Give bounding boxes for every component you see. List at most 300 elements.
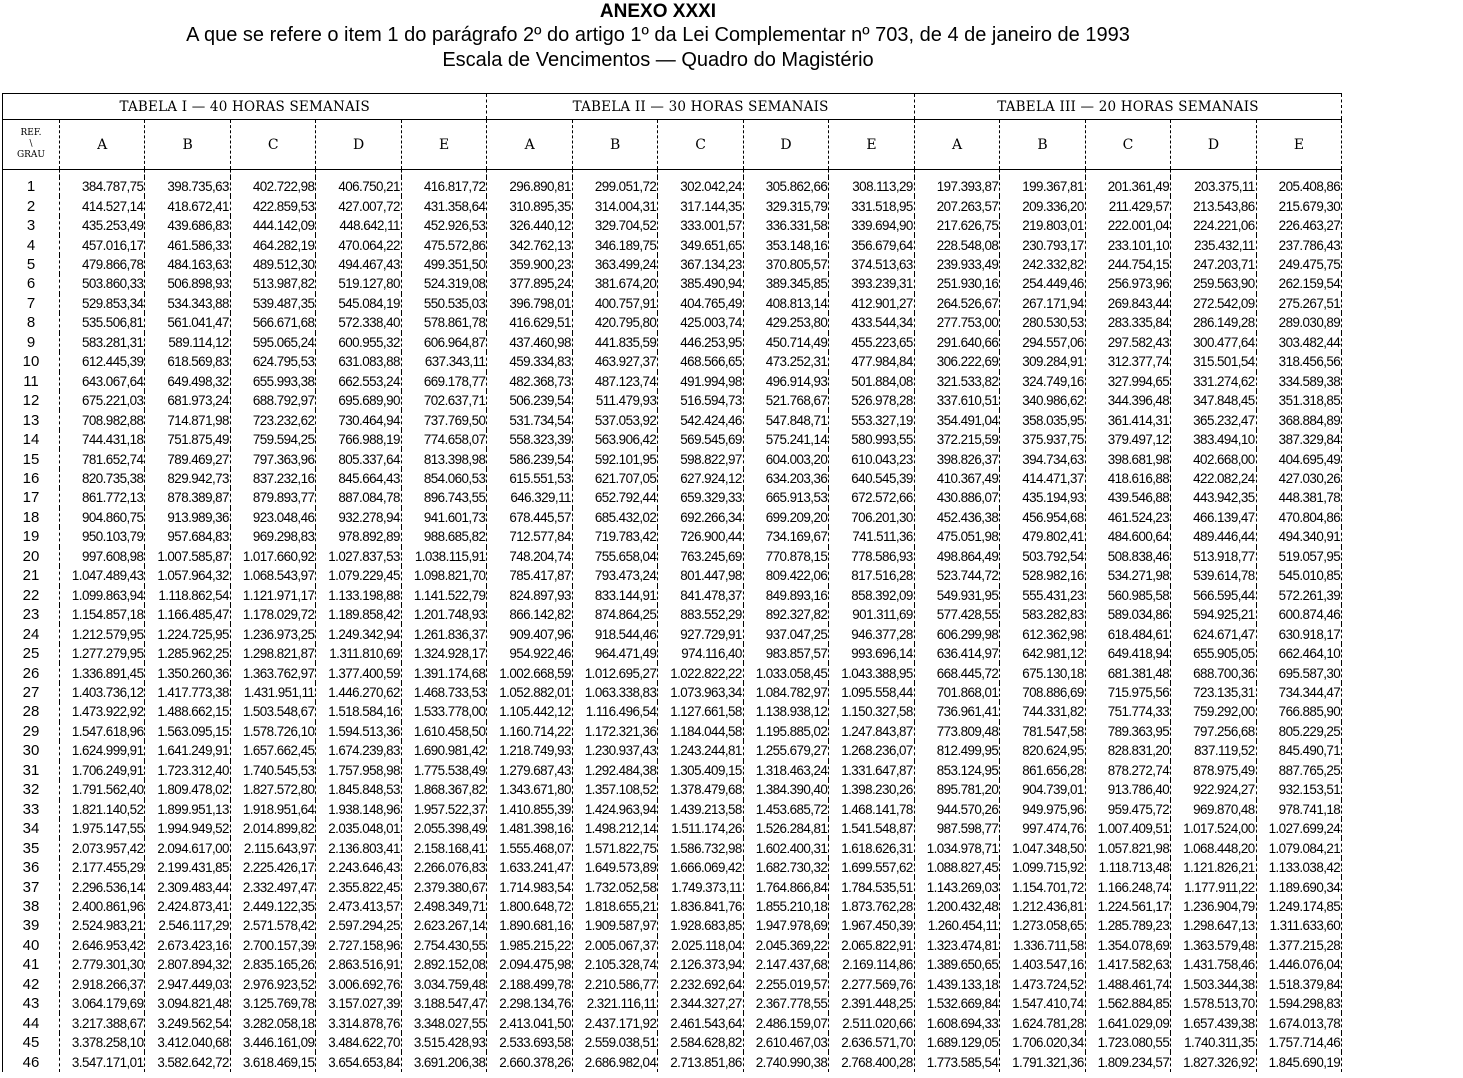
table-row <box>3 488 1342 507</box>
salary-cell: 1.827.326,92 <box>1171 1052 1256 1071</box>
salary-cell: 1.657.439,38 <box>1171 1013 1256 1032</box>
salary-cell: 2.094.617,00 <box>145 838 230 857</box>
salary-cell: 237.786,43 <box>1256 235 1342 254</box>
salary-cell: 1.578.513,70 <box>1171 994 1256 1013</box>
salary-cell: 1.279.687,43 <box>487 761 572 780</box>
salary-cell: 230.793,17 <box>1000 235 1085 254</box>
salary-cell: 264.526,67 <box>914 294 999 313</box>
salary-cell: 542.424,46 <box>658 410 743 429</box>
salary-cell: 672.572,66 <box>829 488 915 507</box>
salary-cell: 2.025.118,04 <box>658 936 743 955</box>
salary-cell: 499.351,50 <box>401 255 487 274</box>
ref-grau-cell: 11 <box>3 372 60 391</box>
column-header: D <box>1171 120 1256 170</box>
salary-cell: 239.933,49 <box>914 255 999 274</box>
ref-grau-cell: 34 <box>3 819 60 838</box>
salary-cell: 503.792,54 <box>1000 547 1085 566</box>
salary-cell: 2.277.569,76 <box>829 975 915 994</box>
salary-cell: 1.836.841,76 <box>658 897 743 916</box>
salary-cell: 773.809,48 <box>914 722 999 741</box>
salary-cell: 1.189.690,34 <box>1256 877 1342 896</box>
salary-cell: 1.732.052,58 <box>572 877 657 896</box>
salary-cell: 1.439.133,18 <box>914 975 999 994</box>
salary-cell: 736.961,41 <box>914 702 999 721</box>
salary-cell: 909.407,96 <box>487 624 572 643</box>
salary-cell: 1.547.618,96 <box>60 722 145 741</box>
salary-cell: 254.449,46 <box>1000 274 1085 293</box>
salary-cell: 636.414,97 <box>914 644 999 663</box>
salary-cell: 904.860,75 <box>60 508 145 527</box>
column-header: B <box>1000 120 1085 170</box>
salary-cell: 235.432,11 <box>1171 235 1256 254</box>
salary-cell: 1.473.922,92 <box>60 702 145 721</box>
salary-cell: 242.332,82 <box>1000 255 1085 274</box>
ref-grau-cell: 27 <box>3 683 60 702</box>
salary-cell: 655.993,38 <box>230 372 315 391</box>
salary-cell: 513.918,77 <box>1171 547 1256 566</box>
salary-cell: 489.446,44 <box>1171 527 1256 546</box>
salary-cell: 2.597.294,25 <box>316 916 401 935</box>
salary-cell: 461.586,33 <box>145 235 230 254</box>
salary-cell: 2.437.171,92 <box>572 1013 657 1032</box>
salary-cell: 217.626,75 <box>914 216 999 235</box>
salary-cell: 861.656,28 <box>1000 761 1085 780</box>
ref-grau-cell: 39 <box>3 916 60 935</box>
salary-cell: 494.467,43 <box>316 255 401 274</box>
salary-cell: 606.964,87 <box>401 333 487 352</box>
salary-cell: 595.065,24 <box>230 333 315 352</box>
salary-cell: 529.853,34 <box>60 294 145 313</box>
table-row <box>3 1052 1342 1071</box>
salary-cell: 1.336.711,58 <box>1000 936 1085 955</box>
salary-cell: 1.481.398,16 <box>487 819 572 838</box>
ref-grau-cell: 8 <box>3 313 60 332</box>
salary-cell: 329.704,52 <box>572 216 657 235</box>
salary-cell: 1.043.388,95 <box>829 663 915 682</box>
salary-cell: 400.757,91 <box>572 294 657 313</box>
salary-cell: 498.864,49 <box>914 547 999 566</box>
salary-cell: 2.045.369,22 <box>743 936 828 955</box>
salary-cell: 3.282.058,18 <box>230 1013 315 1032</box>
salary-cell: 2.740.990,38 <box>743 1052 828 1071</box>
ref-grau-cell: 13 <box>3 410 60 429</box>
salary-cell: 621.707,05 <box>572 469 657 488</box>
salary-cell: 643.067,64 <box>60 372 145 391</box>
salary-cell: 2.255.019,57 <box>743 975 828 994</box>
salary-cell: 555.431,23 <box>1000 586 1085 605</box>
salary-cell: 452.926,53 <box>401 216 487 235</box>
salary-cell: 523.744,72 <box>914 566 999 585</box>
salary-cell: 3.157.027,39 <box>316 994 401 1013</box>
salary-cell: 209.336,20 <box>1000 196 1085 215</box>
salary-cell: 1.541.548,87 <box>829 819 915 838</box>
ref-grau-cell: 38 <box>3 897 60 916</box>
salary-cell: 1.099.863,94 <box>60 586 145 605</box>
salary-cell: 418.616,88 <box>1085 469 1170 488</box>
salary-cell: 537.053,92 <box>572 410 657 429</box>
table-row <box>3 605 1342 624</box>
salary-cell: 470.064,22 <box>316 235 401 254</box>
salary-cell: 337.610,51 <box>914 391 999 410</box>
salary-cell: 383.494,10 <box>1171 430 1256 449</box>
salary-cell: 904.739,01 <box>1000 780 1085 799</box>
salary-cell: 1.918.951,64 <box>230 800 315 819</box>
salary-cell: 484.600,64 <box>1085 527 1170 546</box>
salary-cell: 367.134,23 <box>658 255 743 274</box>
salary-cell: 1.323.474,81 <box>914 936 999 955</box>
salary-cell: 479.866,78 <box>60 255 145 274</box>
salary-cell: 744.431,18 <box>60 430 145 449</box>
ref-grau-cell: 1 <box>3 177 60 196</box>
salary-cell: 519.057,95 <box>1256 547 1342 566</box>
salary-cell: 349.651,65 <box>658 235 743 254</box>
salary-cell: 1.608.694,33 <box>914 1013 999 1032</box>
column-header: C <box>230 120 315 170</box>
ref-grau-cell: 18 <box>3 508 60 527</box>
salary-cell: 1.017.524,00 <box>1171 819 1256 838</box>
column-header: C <box>1085 120 1170 170</box>
salary-cell: 475.051,98 <box>914 527 999 546</box>
salary-cell: 1.410.855,39 <box>487 800 572 819</box>
salary-cell: 805.337,64 <box>316 449 401 468</box>
salary-cell: 759.292,00 <box>1171 702 1256 721</box>
salary-cell: 974.116,40 <box>658 644 743 663</box>
salary-cell: 1.311.810,69 <box>316 644 401 663</box>
salary-cell: 1.417.582,63 <box>1085 955 1170 974</box>
salary-cell: 356.679,64 <box>829 235 915 254</box>
salary-cell: 534.343,88 <box>145 294 230 313</box>
table-row <box>3 955 1342 974</box>
salary-cell: 589.034,86 <box>1085 605 1170 624</box>
salary-cell: 256.973,96 <box>1085 274 1170 293</box>
salary-cell: 331.274,62 <box>1171 372 1256 391</box>
table-row <box>3 1033 1342 1052</box>
salary-cell: 318.456,56 <box>1256 352 1342 371</box>
salary-cell: 964.471,49 <box>572 644 657 663</box>
salary-cell: 1.431.951,11 <box>230 683 315 702</box>
salary-cell: 2.727.158,96 <box>316 936 401 955</box>
salary-cell: 506.239,54 <box>487 391 572 410</box>
salary-cell: 420.795,80 <box>572 313 657 332</box>
salary-cell: 1.377.215,28 <box>1256 936 1342 955</box>
salary-cell: 2.768.400,28 <box>829 1052 915 1071</box>
salary-cell: 1.133.038,42 <box>1256 858 1342 877</box>
salary-cell: 363.499,24 <box>572 255 657 274</box>
table-row <box>3 274 1342 293</box>
salary-cell: 874.864,25 <box>572 605 657 624</box>
salary-cell: 370.805,57 <box>743 255 828 274</box>
salary-cell: 895.781,20 <box>914 780 999 799</box>
salary-cell: 1.723.312,40 <box>145 761 230 780</box>
salary-cell: 2.646.953,42 <box>60 936 145 955</box>
document-header <box>0 0 1316 73</box>
salary-cell: 1.052.882,01 <box>487 683 572 702</box>
salary-cell: 398.681,98 <box>1085 449 1170 468</box>
salary-cell: 2.498.349,71 <box>401 897 487 916</box>
ref-grau-cell: 42 <box>3 975 60 994</box>
salary-cell: 1.503.344,38 <box>1171 975 1256 994</box>
salary-cell: 1.099.715,92 <box>1000 858 1085 877</box>
salary-cell: 706.201,30 <box>829 508 915 527</box>
salary-cell: 496.914,93 <box>743 372 828 391</box>
salary-cell: 315.501,54 <box>1171 352 1256 371</box>
ref-grau-cell: 41 <box>3 955 60 974</box>
salary-cell: 3.217.388,67 <box>60 1013 145 1032</box>
salary-cell: 1.212.436,81 <box>1000 897 1085 916</box>
salary-cell: 1.424.963,94 <box>572 800 657 819</box>
salary-cell: 1.177.911,22 <box>1171 877 1256 896</box>
salary-cell: 418.672,41 <box>145 196 230 215</box>
table-column-header-row <box>3 120 1342 170</box>
salary-cell: 289.030,89 <box>1256 313 1342 332</box>
salary-cell: 1.624.781,28 <box>1000 1013 1085 1032</box>
table-row <box>3 216 1342 235</box>
salary-cell: 712.577,84 <box>487 527 572 546</box>
salary-cell: 2.673.423,16 <box>145 936 230 955</box>
salary-cell: 1.143.269,03 <box>914 877 999 896</box>
salary-cell: 1.007.409,51 <box>1085 819 1170 838</box>
salary-cell: 1.555.468,07 <box>487 838 572 857</box>
salary-cell: 299.051,72 <box>572 177 657 196</box>
salary-cell: 797.363,96 <box>230 449 315 468</box>
salary-cell: 1.172.321,36 <box>572 722 657 741</box>
salary-cell: 468.566,65 <box>658 352 743 371</box>
salary-cell: 1.909.587,97 <box>572 916 657 935</box>
salary-cell: 1.890.681,16 <box>487 916 572 935</box>
salary-cell: 368.884,89 <box>1256 410 1342 429</box>
salary-cell: 1.594.513,36 <box>316 722 401 741</box>
salary-cell: 959.475,72 <box>1085 800 1170 819</box>
salary-cell: 1.057.821,98 <box>1085 838 1170 857</box>
salary-cell: 837.232,16 <box>230 469 315 488</box>
salary-cell: 2.309.483,44 <box>145 877 230 896</box>
salary-cell: 1.468.733,53 <box>401 683 487 702</box>
salary-cell: 1.757.714,46 <box>1256 1033 1342 1052</box>
salary-cell: 1.446.076,04 <box>1256 955 1342 974</box>
salary-cell: 508.838,46 <box>1085 547 1170 566</box>
salary-cell: 2.947.449,03 <box>145 975 230 994</box>
salary-cell: 1.363.579,48 <box>1171 936 1256 955</box>
salary-cell: 1.047.489,43 <box>60 566 145 585</box>
salary-cell: 978.892,89 <box>316 527 401 546</box>
salary-cell: 3.515.428,93 <box>401 1033 487 1052</box>
salary-cell: 197.393,87 <box>914 177 999 196</box>
table-row <box>3 333 1342 352</box>
salary-cell: 2.754.430,55 <box>401 936 487 955</box>
salary-cell: 470.804,86 <box>1256 508 1342 527</box>
salary-cell: 950.103,79 <box>60 527 145 546</box>
salary-cell: 2.700.157,39 <box>230 936 315 955</box>
ref-grau-cell: 6 <box>3 274 60 293</box>
salary-cell: 1.947.978,69 <box>743 916 828 935</box>
salary-cell: 461.524,23 <box>1085 508 1170 527</box>
salary-cell: 3.094.821,48 <box>145 994 230 1013</box>
table-row <box>3 683 1342 702</box>
ref-grau-cell: 24 <box>3 624 60 643</box>
salary-cell: 589.114,12 <box>145 333 230 352</box>
salary-cell: 918.544,46 <box>572 624 657 643</box>
salary-cell: 801.447,98 <box>658 566 743 585</box>
salary-cell: 1.473.724,52 <box>1000 975 1085 994</box>
salary-cell: 443.942,35 <box>1171 488 1256 507</box>
salary-cell: 715.975,56 <box>1085 683 1170 702</box>
salary-cell: 402.722,98 <box>230 177 315 196</box>
salary-cell: 1.706.249,91 <box>60 761 145 780</box>
salary-cell: 484.163,63 <box>145 255 230 274</box>
salary-cell: 2.546.117,29 <box>145 916 230 935</box>
ref-grau-cell: 7 <box>3 294 60 313</box>
salary-cell: 841.478,37 <box>658 586 743 605</box>
salary-cell: 1.249.342,94 <box>316 624 401 643</box>
salary-cell: 1.121.826,21 <box>1171 858 1256 877</box>
salary-cell: 748.204,74 <box>487 547 572 566</box>
header-spacer-row <box>3 170 1342 178</box>
salary-cell: 1.277.279,95 <box>60 644 145 663</box>
salary-cell: 294.557,06 <box>1000 333 1085 352</box>
salary-cell: 1.084.782,97 <box>743 683 828 702</box>
salary-cell: 937.047,25 <box>743 624 828 643</box>
salary-cell: 2.296.536,14 <box>60 877 145 896</box>
salary-cell: 828.831,20 <box>1085 741 1170 760</box>
salary-cell: 2.332.497,47 <box>230 877 315 896</box>
salary-cell: 861.772,13 <box>60 488 145 507</box>
salary-cell: 624.795,53 <box>230 352 315 371</box>
salary-cell: 600.955,32 <box>316 333 401 352</box>
salary-cell: 262.159,54 <box>1256 274 1342 293</box>
salary-cell: 1.533.778,00 <box>401 702 487 721</box>
salary-cell: 1.324.928,17 <box>401 644 487 663</box>
salary-cell: 563.906,42 <box>572 430 657 449</box>
salary-cell: 308.113,29 <box>829 177 915 196</box>
salary-cell: 858.392,09 <box>829 586 915 605</box>
salary-cell: 583.281,31 <box>60 333 145 352</box>
salary-cell: 1.586.732,98 <box>658 838 743 857</box>
salary-cell: 475.572,86 <box>401 235 487 254</box>
salary-cell: 566.671,68 <box>230 313 315 332</box>
salary-cell: 941.601,73 <box>401 508 487 527</box>
column-header: E <box>1256 120 1342 170</box>
salary-cell: 1.547.410,74 <box>1000 994 1085 1013</box>
salary-cell: 1.868.367,82 <box>401 780 487 799</box>
salary-cell: 744.331,82 <box>1000 702 1085 721</box>
salary-cell: 1.298.821,87 <box>230 644 315 663</box>
salary-cell: 642.981,12 <box>1000 644 1085 663</box>
salary-cell: 817.516,28 <box>829 566 915 585</box>
salary-cell: 477.984,84 <box>829 352 915 371</box>
column-header: A <box>60 120 145 170</box>
salary-cell: 1.740.311,35 <box>1171 1033 1256 1052</box>
salary-cell: 741.511,36 <box>829 527 915 546</box>
salary-cell: 1.641.029,09 <box>1085 1013 1170 1032</box>
salary-cell: 1.674.239,83 <box>316 741 401 760</box>
salary-cell: 1.027.837,53 <box>316 547 401 566</box>
salary-cell: 448.381,78 <box>1256 488 1342 507</box>
salary-cell: 203.375,11 <box>1171 177 1256 196</box>
salary-cell: 932.278,94 <box>316 508 401 527</box>
salary-cell: 778.586,93 <box>829 547 915 566</box>
salary-cell: 849.893,16 <box>743 586 828 605</box>
salary-cell: 978.741,18 <box>1256 800 1342 819</box>
table-row <box>3 391 1342 410</box>
salary-cell: 987.598,77 <box>914 819 999 838</box>
salary-cell: 1.641.249,91 <box>145 741 230 760</box>
ref-grau-cell: 19 <box>3 527 60 546</box>
column-header: B <box>145 120 230 170</box>
salary-cell: 342.762,13 <box>487 235 572 254</box>
salary-cell: 2.055.398,49 <box>401 819 487 838</box>
salary-cell: 3.446.161,09 <box>230 1033 315 1052</box>
ref-header-line-3: GRAU <box>16 150 46 160</box>
salary-cell: 359.900,23 <box>487 255 572 274</box>
salary-cell: 1.088.827,45 <box>914 858 999 877</box>
column-header: C <box>658 120 743 170</box>
salary-cell: 340.986,62 <box>1000 391 1085 410</box>
salary-cell: 854.060,53 <box>401 469 487 488</box>
salary-cell: 224.221,06 <box>1171 216 1256 235</box>
salary-cell: 1.610.458,50 <box>401 722 487 741</box>
salary-cell: 923.048,46 <box>230 508 315 527</box>
salary-cell: 833.144,91 <box>572 586 657 605</box>
salary-cell: 354.491,04 <box>914 410 999 429</box>
salary-cell: 394.734,63 <box>1000 449 1085 468</box>
salary-cell: 1.305.409,15 <box>658 761 743 780</box>
salary-cell: 1.633.241,47 <box>487 858 572 877</box>
salary-cell: 1.141.522,79 <box>401 586 487 605</box>
salary-cell: 422.082,24 <box>1171 469 1256 488</box>
salary-cell: 1.938.148,96 <box>316 800 401 819</box>
salary-cell: 1.562.884,85 <box>1085 994 1170 1013</box>
salary-cell: 878.389,87 <box>145 488 230 507</box>
salary-cell: 1.318.463,24 <box>743 761 828 780</box>
table-row <box>3 644 1342 663</box>
column-header: A <box>914 120 999 170</box>
salary-cell: 1.518.584,16 <box>316 702 401 721</box>
salary-cell: 1.398.230,26 <box>829 780 915 799</box>
salary-cell: 695.587,30 <box>1256 663 1342 682</box>
salary-cell: 615.551,53 <box>487 469 572 488</box>
salary-cell: 314.004,31 <box>572 196 657 215</box>
salary-cell: 1.105.442,12 <box>487 702 572 721</box>
salary-cell: 324.749,16 <box>1000 372 1085 391</box>
salary-cell: 1.389.650,65 <box>914 955 999 974</box>
salary-cell: 2.147.437,68 <box>743 955 828 974</box>
salary-cell: 1.899.951,13 <box>145 800 230 819</box>
salary-cell: 580.993,55 <box>829 430 915 449</box>
ref-header-line-1: REF. <box>20 128 42 138</box>
salary-cell: 598.822,97 <box>658 449 743 468</box>
salary-cell: 655.905,05 <box>1171 644 1256 663</box>
salary-cell: 789.363,95 <box>1085 722 1170 741</box>
salary-cell: 303.482,44 <box>1256 333 1342 352</box>
salary-cell: 2.094.475,98 <box>487 955 572 974</box>
salary-cell: 2.177.455,29 <box>60 858 145 877</box>
salary-cell: 719.783,42 <box>572 527 657 546</box>
salary-cell: 473.252,31 <box>743 352 828 371</box>
salary-cell: 1.723.080,55 <box>1085 1033 1170 1052</box>
salary-cell: 372.215,59 <box>914 430 999 449</box>
salary-cell: 3.064.179,69 <box>60 994 145 1013</box>
table-row <box>3 741 1342 760</box>
salary-cell: 594.925,21 <box>1171 605 1256 624</box>
salary-cell: 1.749.373,11 <box>658 877 743 896</box>
salary-cell: 646.329,11 <box>487 488 572 507</box>
table-row <box>3 1013 1342 1032</box>
salary-cell: 1.357.108,52 <box>572 780 657 799</box>
salary-cell: 1.511.174,26 <box>658 819 743 838</box>
salary-cell: 414.527,14 <box>60 196 145 215</box>
salary-cell: 1.657.662,45 <box>230 741 315 760</box>
salary-cell: 1.057.964,32 <box>145 566 230 585</box>
